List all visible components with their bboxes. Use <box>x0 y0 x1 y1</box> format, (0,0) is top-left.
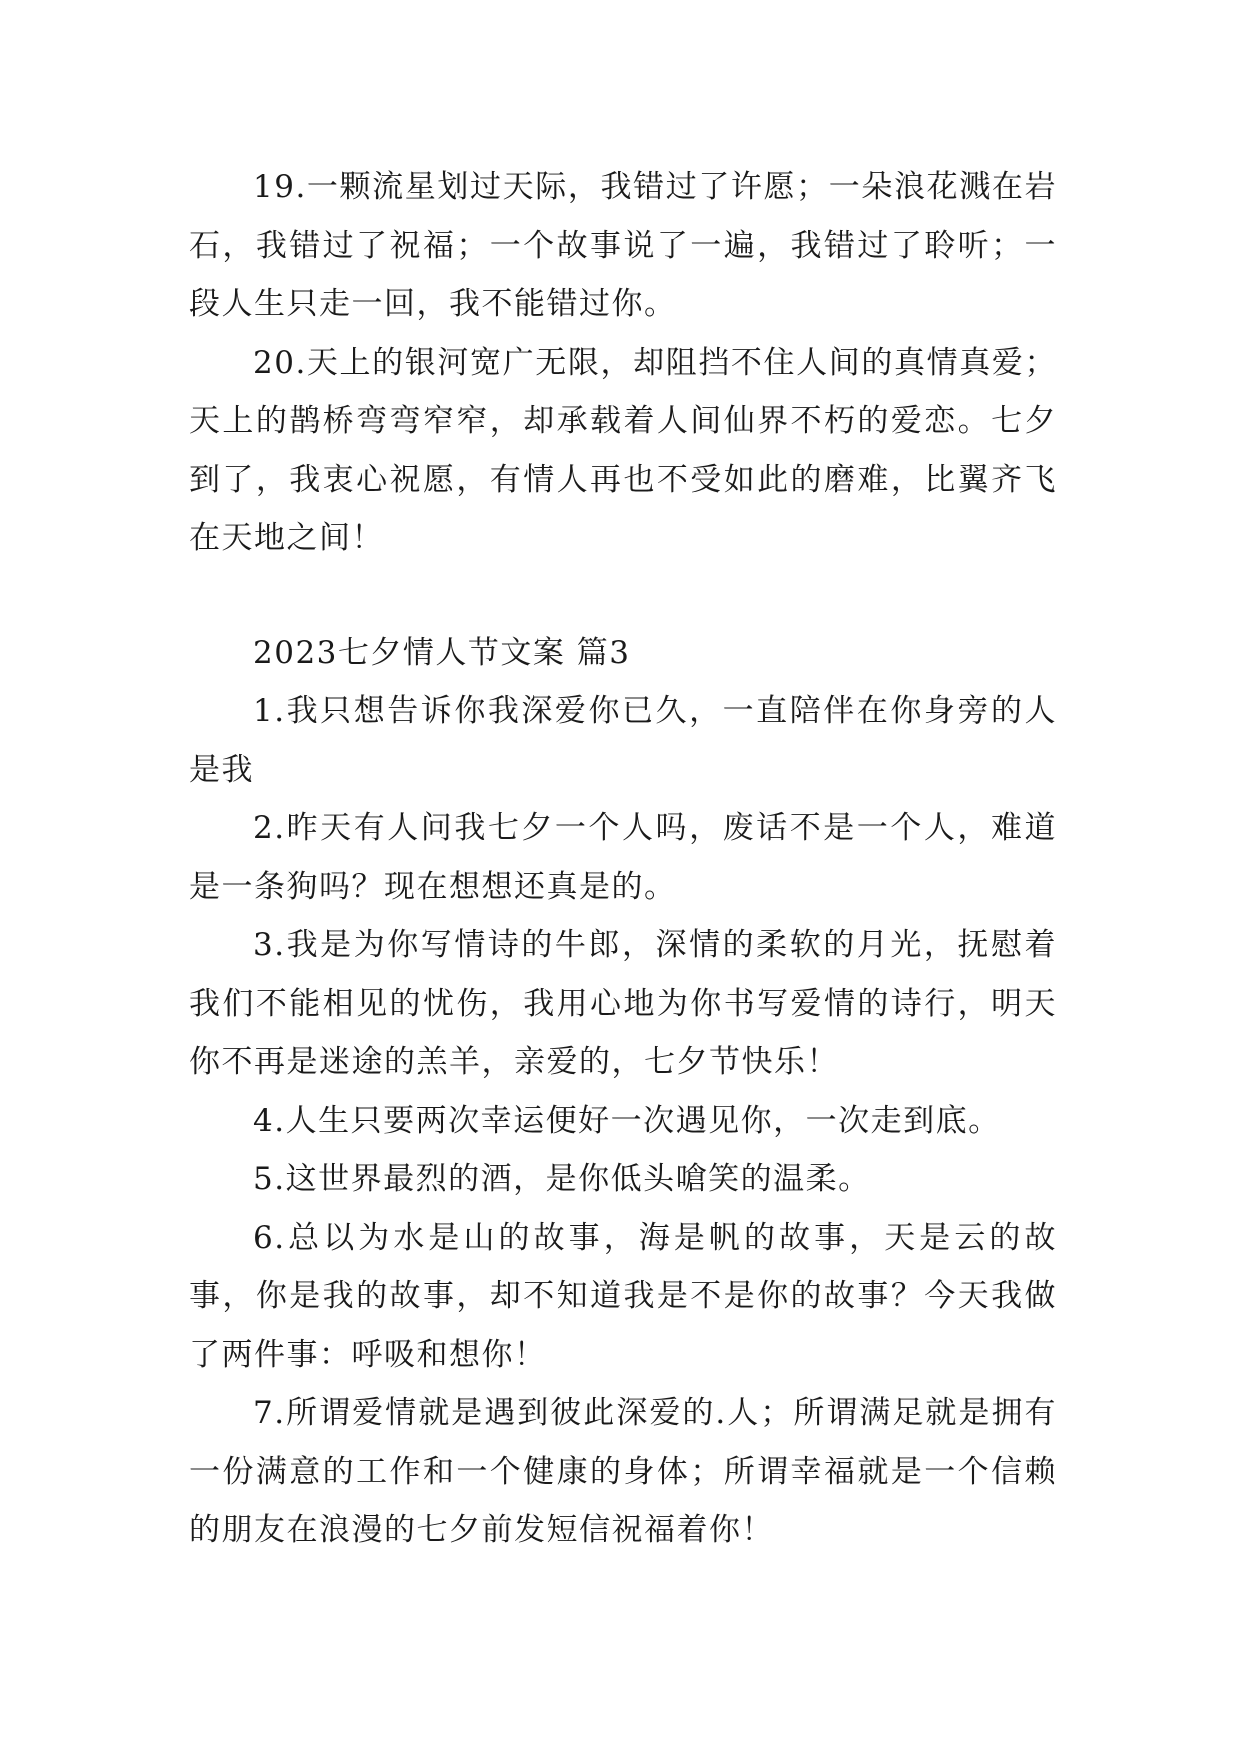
paragraph-5: 5.这世界最烈的酒，是你低头嗆笑的温柔。 <box>253 1161 871 1197</box>
section-heading: 2023七夕情人节文案 篇3 <box>253 634 631 671</box>
document-page <box>189 158 1057 1560</box>
paragraph-6: 6.总以为水是山的故事，海是帆的故事，天是云的故事，你是我的故事，却不知道我是不是你的故事？今天我做了两件事：呼吸和想你！ <box>189 1219 1057 1373</box>
paragraph-1: 1.我只想告诉你我深爱你已久，一直陪伴在你身旁的人是我 <box>189 693 1057 788</box>
paragraph-3: 3.我是为你写情诗的牛郎，深情的柔软的月光，抚慰着我们不能相见的忧伤，我用心地为你书写爱情的诗行，明天你不再是迷途的羔羊，亲爱的，七夕节快乐！ <box>189 927 1057 1080</box>
paragraph-19: 19.一颗流星划过天际，我错过了许愿；一朵浪花溅在岩石，我错过了祝福；一个故事说了一遍，我错过了聆听；一段人生只走一回，我不能错过你。 <box>189 169 1057 322</box>
paragraph-2: 2.昨天有人问我七夕一个人吗，废话不是一个人，难道是一条狗吗？现在想想还真是的。 <box>189 810 1057 905</box>
paragraph-20: 20.天上的银河宽广无限，却阻挡不住人间的真情真爱；天上的鹊桥弯弯窄窄，却承载着人间仙界不朽的爱恋。七夕到了，我衷心祝愿，有情人再也不受如此的磨难，比翼齐飞在天地之间！ <box>189 344 1057 556</box>
paragraph-4: 4.人生只要两次幸运便好一次遇见你，一次走到底。 <box>253 1102 1001 1139</box>
paragraph-7: 7.所谓爱情就是遇到彼此深爱的.人；所谓满足就是拥有一份满意的工作和一个健康的身体；所谓幸福就是一个信赖的朋友在浪漫的七夕前发短信祝福着你！ <box>189 1395 1057 1548</box>
